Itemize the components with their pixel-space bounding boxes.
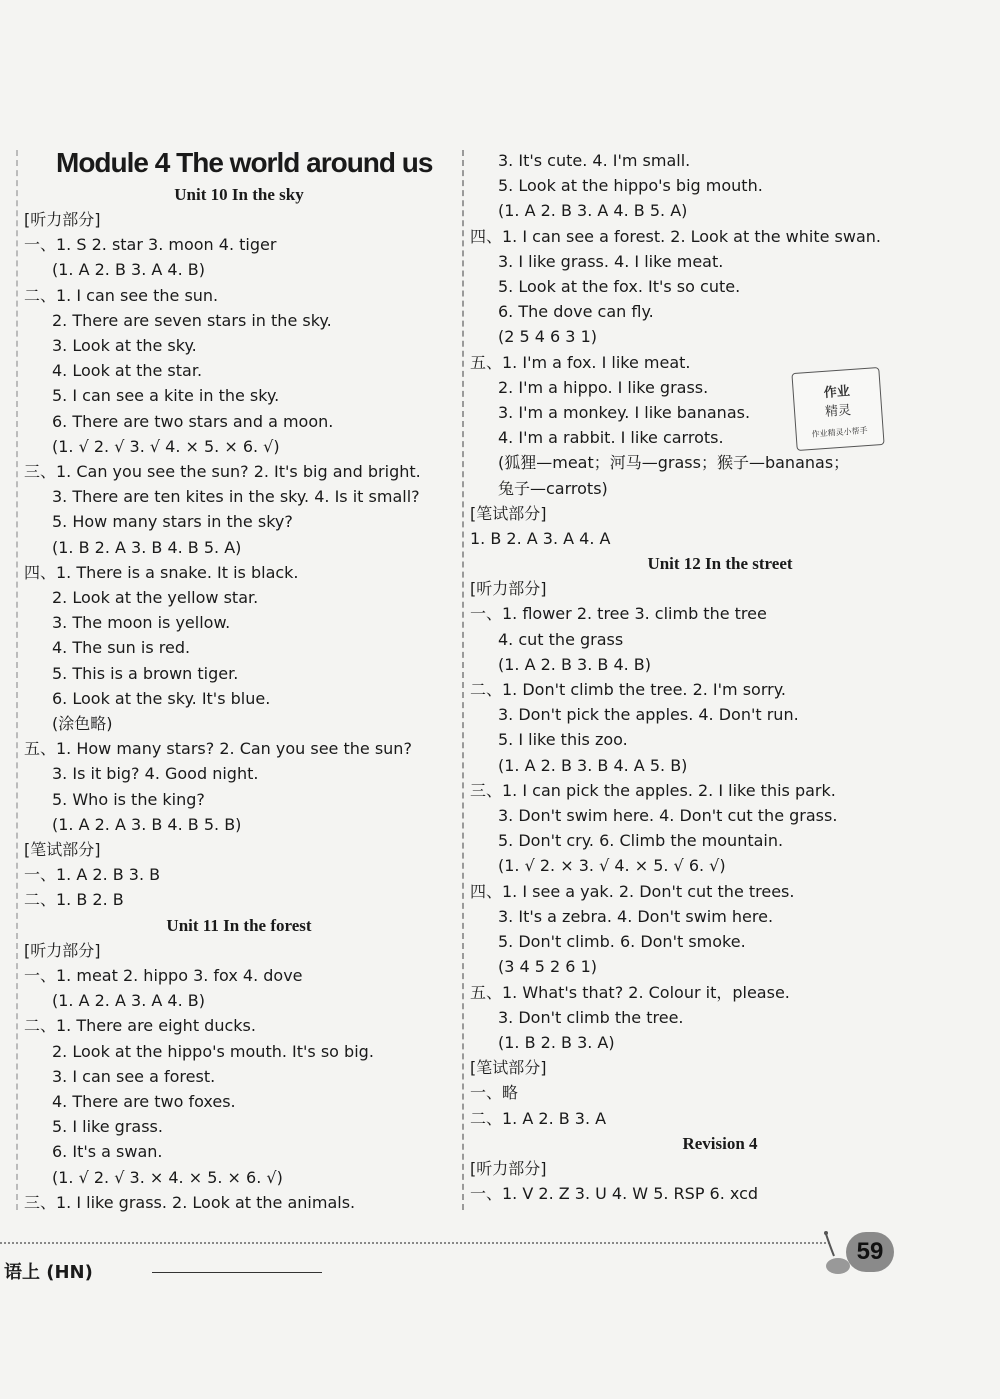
section-label: [听力部分] bbox=[470, 1158, 547, 1178]
answer-line: 2. I'm a hippo. I like grass. bbox=[498, 377, 709, 397]
answer-line: 3. I'm a monkey. I like bananas. bbox=[498, 403, 751, 423]
answer-line: 4. The sun is red. bbox=[52, 638, 191, 658]
answer-line: 6. There are two stars and a moon. bbox=[52, 411, 334, 431]
answer-line: 2. Look at the hippo's mouth. It's so big. bbox=[52, 1041, 374, 1061]
answer-line: 二、1. I can see the sun. bbox=[24, 285, 219, 305]
answer-line: 一、1. flower 2. tree 3. climb the tree bbox=[470, 604, 767, 624]
answer-line: 一、1. meat 2. hippo 3. fox 4. dove bbox=[24, 965, 303, 985]
answer-line: 4. I'm a rabbit. I like carrots. bbox=[498, 428, 724, 448]
stamp-line-2: 精灵 bbox=[824, 403, 852, 420]
answer-line: 6. Look at the sky. It's blue. bbox=[52, 688, 271, 708]
answer-line: 5. Who is the king? bbox=[52, 789, 205, 809]
answer-line: (1. A 2. B 3. B 4. A 5. B) bbox=[498, 755, 688, 775]
answer-line: 三、1. I can pick the apples. 2. I like this park. bbox=[470, 780, 836, 800]
unit-title: Revision 4 bbox=[682, 1133, 758, 1153]
answer-line: 3. It's a zebra. 4. Don't swim here. bbox=[498, 906, 774, 926]
answer-line: 3. Look at the sky. bbox=[52, 336, 197, 356]
answer-line: 2. There are seven stars in the sky. bbox=[52, 310, 332, 330]
answer-line: 三、1. I like grass. 2. Look at the animals. bbox=[24, 1192, 356, 1212]
answer-line: 5. This is a brown tiger. bbox=[52, 663, 239, 683]
answer-line: 一、1. A 2. B 3. B bbox=[24, 865, 161, 885]
answer-line: (3 4 5 2 6 1) bbox=[498, 957, 597, 977]
answer-line: 4. Look at the star. bbox=[52, 361, 203, 381]
answer-line: (1. B 2. A 3. B 4. B 5. A) bbox=[52, 537, 242, 557]
footer-underline bbox=[152, 1272, 322, 1273]
answer-line: 4. There are two foxes. bbox=[52, 1091, 236, 1111]
answer-line: 3. Is it big? 4. Good night. bbox=[52, 764, 259, 784]
answer-line: (涂色略) bbox=[52, 714, 113, 734]
answer-line: (2 5 4 6 3 1) bbox=[498, 327, 597, 347]
answer-line: 3. The moon is yellow. bbox=[52, 613, 231, 633]
answer-line: 二、1. Don't climb the tree. 2. I'm sorry. bbox=[470, 680, 786, 700]
answer-line: (1. A 2. A 3. A 4. B) bbox=[52, 991, 205, 1011]
answer-line: (1. A 2. B 3. A 4. B) bbox=[52, 260, 205, 280]
answer-line: 6. It's a swan. bbox=[52, 1142, 163, 1162]
left-margin-rule bbox=[16, 150, 18, 1210]
section-label: [听力部分] bbox=[24, 210, 101, 229]
answer-line: 5. I like this zoo. bbox=[498, 730, 628, 750]
answer-line: (1. B 2. B 3. A) bbox=[498, 1032, 615, 1052]
right-answer-list bbox=[470, 148, 970, 1206]
section-label: [听力部分] bbox=[24, 940, 101, 960]
answer-line: 2. Look at the yellow star. bbox=[52, 588, 259, 608]
section-label: [笔试部分] bbox=[470, 1058, 547, 1078]
left-answer-list bbox=[24, 182, 454, 1215]
section-label: [笔试部分] bbox=[470, 503, 547, 523]
homework-stamp bbox=[791, 367, 884, 451]
answer-line: 四、1. I see a yak. 2. Don't cut the trees. bbox=[470, 881, 795, 901]
answer-line: 兔子—carrots) bbox=[498, 478, 608, 498]
answer-line: 四、1. I can see a forest. 2. Look at the white swan. bbox=[470, 226, 882, 246]
stamp-line-3: 作业精灵小帮手 bbox=[811, 426, 868, 439]
left-column bbox=[24, 146, 454, 1215]
answer-line: (1. A 2. B 3. A 4. B 5. A) bbox=[498, 201, 688, 221]
answer-line: 一、1. V 2. Z 3. U 4. W 5. RSP 6. xcd bbox=[470, 1183, 759, 1203]
footer-dotted-rule bbox=[0, 1242, 830, 1244]
answer-line: 5. I like grass. bbox=[52, 1117, 163, 1137]
answer-line: 五、1. What's that? 2. Colour it，please. bbox=[470, 982, 790, 1002]
answer-line: 5. Don't cry. 6. Climb the mountain. bbox=[498, 831, 784, 851]
section-label: [听力部分] bbox=[470, 579, 547, 599]
answer-line: 1. B 2. A 3. A 4. A bbox=[470, 529, 611, 549]
unit-title: Unit 10 In the sky bbox=[174, 185, 304, 204]
answer-line: 二、1. B 2. B bbox=[24, 890, 124, 910]
answer-line: 5. Look at the hippo's big mouth. bbox=[498, 176, 763, 196]
answer-line: 五、1. How many stars? 2. Can you see the sun? bbox=[24, 739, 412, 759]
answer-line: 四、1. There is a snake. It is black. bbox=[24, 562, 299, 582]
answer-line: 5. How many stars in the sky? bbox=[52, 512, 293, 532]
unit-title: Unit 11 In the forest bbox=[166, 915, 312, 935]
answer-line: 3. Don't pick the apples. 4. Don't run. bbox=[498, 705, 799, 725]
section-label: [笔试部分] bbox=[24, 840, 101, 860]
answer-line: (1. A 2. B 3. B 4. B) bbox=[498, 654, 652, 674]
module-title: Module 4 The world around us bbox=[56, 147, 433, 178]
answer-line: 二、1. There are eight ducks. bbox=[24, 1016, 256, 1036]
footer-subject: 语上 (HN) bbox=[4, 1262, 93, 1283]
answer-line: 三、1. Can you see the sun? 2. It's big and bright. bbox=[24, 462, 421, 482]
answer-line: 5. I can see a kite in the sky. bbox=[52, 386, 280, 406]
answer-line: 二、1. A 2. B 3. A bbox=[470, 1108, 607, 1128]
answer-line: (1. A 2. A 3. B 4. B 5. B) bbox=[52, 814, 242, 834]
page-number-badge: 59 bbox=[846, 1232, 894, 1272]
answer-line: 4. cut the grass bbox=[498, 629, 624, 649]
answer-line: 5. Look at the fox. It's so cute. bbox=[498, 277, 741, 297]
answer-line: 五、1. I'm a fox. I like meat. bbox=[470, 352, 691, 372]
answer-line: 一、1. S 2. star 3. moon 4. tiger bbox=[24, 235, 277, 255]
answer-line: 3. There are ten kites in the sky. 4. Is it small? bbox=[52, 487, 420, 507]
right-column bbox=[470, 148, 970, 1206]
column-divider bbox=[462, 150, 464, 1210]
stamp-line-1: 作业 bbox=[823, 384, 851, 401]
answer-line: (1. √ 2. × 3. √ 4. × 5. √ 6. √) bbox=[498, 856, 726, 876]
answer-line: 3. Don't swim here. 4. Don't cut the grass. bbox=[498, 806, 838, 826]
answer-line: 3. It's cute. 4. I'm small. bbox=[498, 151, 691, 170]
answer-line: 6. The dove can fly. bbox=[498, 302, 654, 322]
unit-title: Unit 12 In the street bbox=[647, 554, 793, 574]
answer-line: (1. √ 2. √ 3. √ 4. × 5. × 6. √) bbox=[52, 436, 280, 456]
answer-line: 3. I like grass. 4. I like meat. bbox=[498, 251, 724, 271]
answer-line: (狐狸—meat；河马—grass；猴子—bananas； bbox=[498, 453, 850, 473]
answer-line: 5. Don't climb. 6. Don't smoke. bbox=[498, 932, 746, 952]
answer-line: 一、略 bbox=[470, 1083, 519, 1103]
answer-line: 3. I can see a forest. bbox=[52, 1066, 216, 1086]
answer-line: (1. √ 2. √ 3. × 4. × 5. × 6. √) bbox=[52, 1167, 283, 1187]
answer-line: 3. Don't climb the tree. bbox=[498, 1007, 684, 1027]
